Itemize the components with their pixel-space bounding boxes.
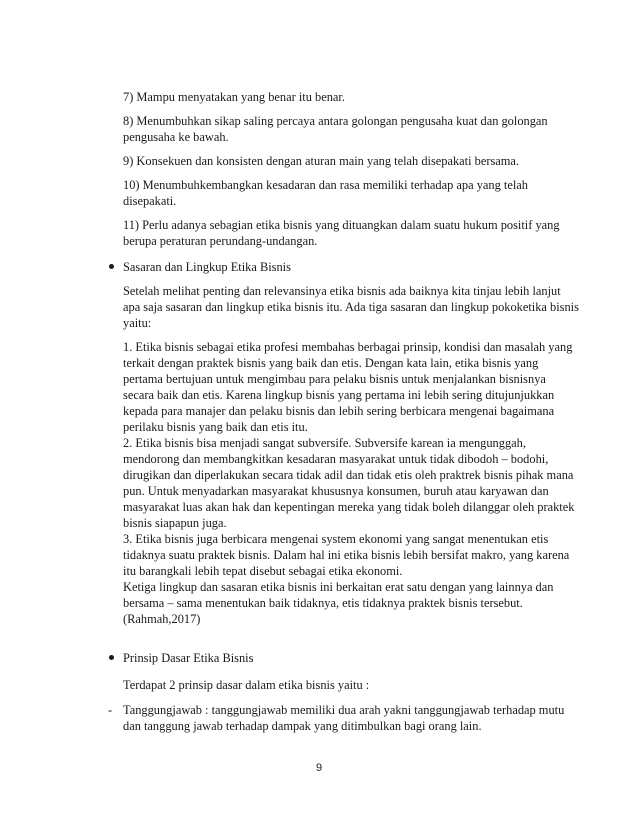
- sasaran-closing: Ketiga lingkup dan sasaran etika bisnis ini berkaitan erat satu dengan yang lainnya dan bersama – sama menentukan baik tidaknya, etis tidaknya praktek bisnis tersebut. (Rahmah,2017): [123, 580, 554, 626]
- sasaran-intro: Setelah melihat penting dan relevansinya etika bisnis ada baiknya kita tinjau lebih lanjut apa saja sasaran dan lingkup etika bisnis itu. Ada tiga sasaran dan lingkup pokoketika bisnis yaitu:: [123, 284, 579, 330]
- prinsip-intro: Terdapat 2 prinsip dasar dalam etika bisnis yaitu :: [123, 678, 370, 692]
- list-item-11: 11) Perlu adanya sebagian etika bisnis yang dituangkan dalam suatu hukum positif yang berupa peraturan perundang-undangan.: [123, 218, 560, 248]
- dash-marker: -: [108, 703, 113, 717]
- prinsip-item-1: Tanggungjawab : tanggungjawab memiliki dua arah yakni tanggungjawab terhadap mutu dan tanggung jawab terhadap dampak yang ditimbulkan bagi orang lain.: [123, 703, 565, 733]
- bullet-icon: [109, 264, 114, 269]
- list-item-8: 8) Menumbuhkan sikap saling percaya antara golongan pengusaha kuat dan golongan pengusaha ke bawah.: [123, 114, 548, 144]
- page-number: 9: [315, 762, 323, 774]
- list-item-9: 9) Konsekuen dan konsisten dengan aturan main yang telah disepakati bersama.: [123, 154, 520, 168]
- bullet-icon: [109, 655, 114, 660]
- sasaran-point-1: 1. Etika bisnis sebagai etika profesi membahas berbagai prinsip, kondisi dan masalah yang terkait dengan praktek bisnis yang baik dan etis. Dengan kata lain, etika bisnis yang pertama bertujuan untuk mengimbau para pelaku bisnis untuk menjalankan bisnisnya secara baik dan etis. Karena lingkup bisnis yang pertama ini lebih sering ditujunjukkan kepada para manajer dan pelaku bisnis dan lebih sering berbicara mengenai bagaimana perilaku bisnis yang baik dan etis itu.: [123, 340, 573, 434]
- sasaran-point-3: 3. Etika bisnis juga berbicara mengenai system ekonomi yang sangat menentukan etis tidaknya suatu praktek bisnis. Dalam hal ini etika bisnis lebih bersifat makro, yang karena itu barangkali lebih tepat disebut sebagai etika ekonomi.: [123, 532, 570, 578]
- list-item-7: 7) Mampu menyatakan yang benar itu benar.: [123, 90, 345, 104]
- list-item-10: 10) Menumbuhkembangkan kesadaran dan rasa memiliki terhadap apa yang telah disepakati.: [123, 178, 528, 208]
- heading-text: Sasaran dan Lingkup Etika Bisnis: [123, 260, 291, 274]
- heading-text: Prinsip Dasar Etika Bisnis: [123, 651, 254, 665]
- sasaran-point-2: 2. Etika bisnis bisa menjadi sangat subversife. Subversife karean ia mengunggah, mendorong dan membangkitkan kesadaran masyarakat untuk tidak dibodoh – bodohi, dirugikan dan diperlakukan secara tidak adil dan tidak etis oleh praktrek bisnis pihak mana pun. Untuk menyadarkan masyarakat khususnya konsumen, buruh atau karyawan dan masyarakat luas akan hak dan kepentingan mereka yang tidak boleh dilanggar oleh praktek bisnis siapapun juga.: [123, 436, 575, 530]
